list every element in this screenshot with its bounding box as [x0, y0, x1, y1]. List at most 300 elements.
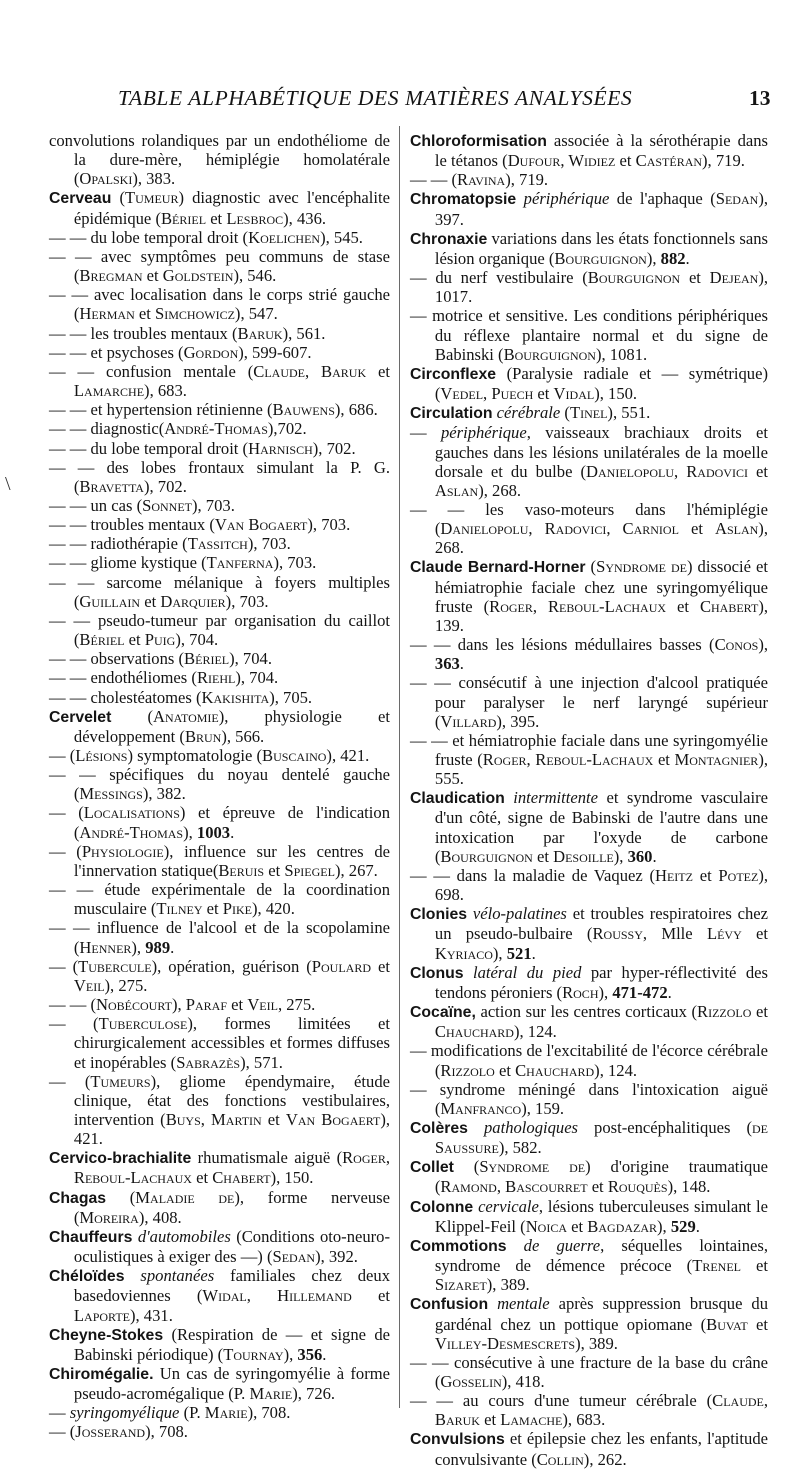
entry-text: (Conditions oto-neuro-oculistiques à exiger des —) (	[73, 1226, 391, 1267]
entry-text: ), 566.	[221, 726, 265, 746]
entry-text: ), 383.	[132, 169, 176, 189]
index-entry	[410, 1236, 768, 1294]
author-name: Chauchard	[515, 1060, 595, 1080]
author-name: Harnisch	[248, 438, 313, 458]
entry-text: ), 599-607.	[238, 342, 312, 362]
entry-headword: Cervelet	[49, 708, 112, 726]
author-name: Messings	[79, 784, 143, 804]
entry-text: , 275.	[277, 995, 316, 1015]
author-name: Localisations	[83, 803, 180, 823]
index-entry	[49, 573, 390, 611]
entry-text: et	[666, 596, 700, 616]
entry-text: ), 683.	[562, 1410, 606, 1430]
entry-qualifier: mentale	[497, 1294, 550, 1314]
author-name: Sonnet	[142, 495, 192, 515]
author-name: P. Marie	[233, 1384, 293, 1404]
index-entry	[49, 1403, 390, 1422]
index-entry	[410, 904, 768, 962]
entry-text: ),	[613, 846, 628, 866]
entry-text: .	[652, 846, 657, 866]
author-name: Bériel	[160, 208, 207, 228]
author-name: Claude, Baruk	[434, 1391, 768, 1430]
index-entry	[410, 963, 768, 1002]
author-name: Aslan	[434, 480, 479, 500]
entry-text: et	[140, 591, 161, 611]
index-entry	[49, 1188, 390, 1227]
entry-text: (	[560, 403, 570, 423]
entry-text: — — dans les lésions médullaires basses (	[410, 635, 715, 655]
entry-text: ),	[171, 995, 186, 1015]
author-name: Gordon	[183, 342, 239, 362]
author-name: Bagdazar	[587, 1216, 658, 1236]
entry-text: ), 683.	[144, 381, 187, 401]
entry-text: ), 704.	[175, 630, 219, 650]
entry-headword: Circonflexe	[410, 365, 497, 383]
entry-headword: Cocaïne,	[410, 1004, 476, 1022]
entry-text: ) symptomatologie (	[127, 746, 263, 765]
author-name: Rouquès	[607, 1177, 668, 1197]
entry-text	[516, 189, 523, 208]
entry-text: — — du lobe temporal droit (	[49, 227, 249, 247]
index-entry	[410, 1391, 768, 1429]
entry-text: ), 397.	[434, 189, 768, 229]
entry-text: et	[227, 995, 248, 1015]
author-name: Moreira	[79, 1207, 139, 1227]
entry-text: ), 547.	[234, 304, 278, 324]
entry-text: ),	[646, 248, 661, 268]
author-name: Gosselin	[440, 1372, 502, 1391]
author-name: Bériel	[184, 649, 230, 669]
index-entry	[49, 688, 390, 707]
author-name: Trenel	[692, 1256, 741, 1276]
author-name: Josserand	[75, 1422, 146, 1442]
author-name: Bourguignon	[503, 344, 596, 364]
index-entry	[410, 1353, 768, 1391]
entry-text: et	[747, 461, 768, 481]
entry-text: — — étude expérimentale de la coordination musculaire (	[49, 880, 390, 919]
entry-headword: Clonies	[410, 906, 468, 924]
index-entry	[49, 1422, 390, 1441]
index-entry	[49, 247, 390, 285]
entry-text: et	[740, 1256, 768, 1276]
index-entry	[410, 635, 768, 673]
author-name: Ravina	[457, 170, 506, 190]
index-entry	[49, 458, 390, 496]
index-entry	[49, 1325, 390, 1364]
entry-headword: Collet	[410, 1159, 454, 1177]
index-entry	[49, 515, 390, 534]
entry-text: .	[531, 943, 536, 963]
author-name: Noica	[525, 1216, 568, 1236]
index-entry	[410, 189, 768, 228]
entry-text: — — au cours d'une tumeur cérébrale (	[410, 1391, 713, 1411]
author-name: Ramond, Bascourret	[440, 1177, 588, 1197]
entry-text: ), 703.	[191, 495, 235, 515]
entry-text: , vaisseaux brachiaux droits et gauches dans les lésions unilatérales de la moelle dorsale et du bulbe (	[434, 423, 768, 481]
index-entry	[49, 553, 390, 572]
author-name: Lamache	[500, 1410, 563, 1430]
entry-text: associée à la sérothérapie dans le tétanos (	[434, 131, 768, 171]
entry-qualifier: pathologiques	[483, 1117, 579, 1137]
index-entry	[49, 880, 390, 918]
author-name: Poulard	[311, 956, 372, 976]
index-entry	[410, 423, 768, 500]
entry-text: ), forme nerveuse (	[73, 1187, 390, 1227]
main-page-reference: 360	[627, 846, 653, 866]
author-name: Roger, Reboul-Lachaux	[482, 750, 654, 769]
left-column	[49, 131, 390, 1442]
entry-text: et épilepsie chez les enfants, l'aptitude convulsivante (	[434, 1429, 768, 1469]
author-name: Buscaino	[262, 746, 327, 765]
entry-text: ),702.	[267, 419, 307, 439]
right-column	[410, 131, 768, 1469]
entry-text: (Respiration de — et signe de Babinski périodique) (	[73, 1324, 390, 1364]
author-name: Potez	[718, 865, 759, 885]
entry-text: — — cholestéatomes (	[49, 687, 202, 707]
entry-text: ),	[283, 1344, 298, 1364]
index-entry	[49, 362, 390, 400]
entry-text: Un cas de syringomyélie à forme pseudo-acromégalique (	[73, 1364, 390, 1404]
entry-text: — — consécutive à une fracture de la base du crâne (	[410, 1352, 768, 1391]
entry-text: ), 1081.	[595, 344, 648, 364]
index-entry	[49, 400, 390, 419]
entry-text: ), 395.	[496, 711, 540, 731]
entry-text: de l'aphaque (	[609, 189, 716, 209]
entry-text: — — et hémiatrophie faciale dans une syringomyélie fruste (	[410, 730, 768, 769]
entry-text: et	[678, 519, 715, 539]
index-entry	[49, 765, 390, 803]
entry-text: et	[191, 1168, 213, 1188]
main-page-reference: 471-472	[612, 982, 668, 1002]
entry-text: et	[134, 304, 156, 324]
entry-text: ), 551.	[607, 403, 651, 423]
entry-headword: Circulation	[410, 405, 493, 423]
entry-text: et	[206, 208, 227, 228]
main-page-reference: 882	[660, 248, 686, 268]
entry-text: ), 139.	[434, 596, 768, 635]
entry-text: ), 148.	[667, 1177, 711, 1197]
entry-text: — — avec symptômes peu communs de stase (	[49, 246, 390, 286]
entry-qualifier: intermittente	[513, 788, 599, 808]
entry-text: (	[111, 706, 153, 726]
entry-qualifier: périphérique	[440, 423, 527, 443]
entry-qualifier: d'automobiles	[137, 1226, 231, 1246]
author-name: Paraf	[185, 995, 228, 1015]
author-name: Lésions	[75, 746, 128, 765]
entry-text: ), 703.	[307, 515, 351, 535]
index-entry	[49, 324, 390, 343]
entry-qualifier: de guerre	[523, 1235, 601, 1255]
index-entry	[410, 1429, 768, 1468]
author-name: Tuberculose	[98, 1014, 188, 1034]
entry-headword: Cheyne-Stokes	[49, 1326, 164, 1344]
entry-text: et	[615, 151, 636, 171]
entry-text: — du nerf vestibulaire (	[410, 268, 588, 288]
index-entry	[410, 1118, 768, 1157]
entry-text: — — avec localisation dans le corps strié gauche (	[49, 285, 390, 324]
author-name: Widal, Hillemand	[202, 1286, 352, 1306]
index-entry	[410, 364, 768, 403]
index-entry	[49, 746, 390, 765]
author-name: Syndrome de	[596, 557, 687, 577]
index-entry	[49, 918, 390, 956]
author-name: Chauchard	[434, 1022, 514, 1042]
author-name: Roch	[562, 982, 599, 1002]
author-name: André-Thomas	[79, 822, 184, 842]
index-entry	[49, 496, 390, 515]
author-name: Goldstein	[162, 266, 234, 286]
entry-text: — — un cas (	[49, 495, 143, 515]
author-name: Tinel	[569, 403, 608, 423]
entry-text: — (	[49, 956, 79, 976]
entry-text: — — et hypertension rétinienne (	[49, 400, 273, 420]
entry-text: rhumatismale aiguë (	[191, 1148, 343, 1168]
entry-text: ),	[758, 635, 768, 655]
index-entry	[410, 306, 768, 363]
entry-text: et	[371, 956, 390, 976]
author-name: Van Bogaert	[285, 1109, 381, 1129]
author-name: Bauwens	[272, 400, 335, 420]
author-name: Roger, Reboul-Lachaux	[489, 596, 667, 616]
author-name: Aslan	[714, 519, 759, 539]
entry-text: — — gliome kystique (	[49, 553, 207, 573]
author-name: Roussy	[592, 924, 643, 944]
author-name: de Saussure	[434, 1117, 768, 1158]
entry-text: — (	[49, 1014, 99, 1034]
author-name: Nobécourt	[96, 995, 172, 1015]
entry-text: ),	[131, 937, 146, 957]
entry-text: — — influence de l'alcool et de la scopolamine (	[49, 918, 390, 957]
entry-text: et	[202, 899, 223, 919]
entry-headword: Claudication	[410, 790, 505, 808]
author-name: Bériel	[79, 630, 125, 650]
index-entry	[410, 268, 768, 306]
entry-text: — — diagnostic(	[49, 419, 165, 439]
author-name: Syndrome de	[479, 1157, 586, 1177]
author-name: Conos	[714, 635, 759, 655]
entry-text: ), 392.	[315, 1247, 358, 1267]
author-name: Vidal	[553, 384, 595, 404]
entry-text: ) d'origine traumatique (	[434, 1157, 768, 1197]
page-number: 13	[749, 86, 771, 110]
author-name: Maladie de	[135, 1187, 235, 1207]
entry-text: — — dans la maladie de Vaquez (	[410, 865, 655, 885]
author-name: Dufour, Widiez	[507, 151, 616, 171]
index-entry	[49, 439, 390, 458]
author-name: Danielopolu, Radovici, Carniol	[440, 519, 679, 539]
entry-headword: Cerveau	[49, 190, 112, 208]
author-name: Anatomie	[152, 706, 219, 726]
index-entry	[49, 707, 390, 746]
entry-text: ), 124.	[513, 1022, 557, 1042]
entry-text: et	[142, 266, 163, 286]
entry-text: .	[230, 822, 235, 842]
author-name: Veil	[247, 995, 278, 1015]
entry-text: ), 704.	[229, 649, 272, 669]
author-name: Buys, Martin	[165, 1109, 262, 1129]
index-entry	[410, 1294, 768, 1352]
index-entry	[410, 229, 768, 268]
index-entry	[410, 731, 768, 788]
entry-text: .	[667, 982, 672, 1002]
entry-text: et	[741, 924, 768, 944]
entry-text: , séquelles lointaines, syndrome de démence précoce (	[434, 1235, 768, 1276]
entry-text: — motrice et sensitive. Les conditions périphériques du réflexe plantaire normal et du signe de Babinski (	[410, 306, 768, 364]
author-name: Lévy	[706, 924, 742, 944]
author-name: Puig	[144, 630, 176, 650]
author-name: Opalski	[79, 169, 133, 189]
entry-headword: Chagas	[49, 1189, 107, 1207]
author-name: Tassitch	[187, 534, 248, 554]
author-name: Henner	[79, 937, 132, 957]
author-name: Desoille	[553, 846, 614, 866]
author-name: Spiegel	[284, 860, 335, 880]
entry-text: (	[585, 557, 597, 577]
entry-text: et	[692, 865, 719, 885]
entry-text: — — spécifiques du noyau dentelé gauche (	[49, 765, 390, 804]
index-entry	[49, 1014, 390, 1071]
entry-text: et	[264, 860, 285, 880]
entry-text: ), 436.	[283, 208, 327, 228]
entry-text: — syndrome méningé dans l'intoxication aiguë (	[410, 1079, 768, 1118]
entry-text: ), 555.	[434, 750, 768, 789]
author-name: Herman	[79, 304, 135, 324]
author-name: Sedan	[272, 1247, 316, 1267]
entry-text: ), 719.	[702, 151, 745, 171]
margin-mark: \	[5, 473, 11, 495]
author-name: Riehl	[196, 668, 236, 688]
entry-text	[507, 1236, 524, 1255]
index-entry	[410, 1080, 768, 1118]
entry-headword: Claude Bernard-Horner	[410, 559, 586, 577]
entry-text: — — du lobe temporal droit (	[49, 438, 249, 458]
author-name: Castéran	[635, 151, 703, 171]
index-entry	[49, 228, 390, 247]
index-entry	[410, 1157, 768, 1196]
main-page-reference: 356	[297, 1344, 323, 1364]
entry-text: et	[351, 1286, 390, 1306]
entry-text: ), influence sur les centres de l'innervation statique(	[73, 841, 390, 880]
entry-text: et	[479, 1410, 501, 1430]
author-name: André-Thomas	[164, 419, 268, 439]
author-name: Sedan	[715, 189, 759, 209]
entry-text: et	[680, 268, 710, 288]
author-name: Rizzolo	[697, 1002, 752, 1022]
entry-headword: Confusion	[410, 1296, 489, 1314]
entry-text: variations dans les états fonctionnels sans lésion organique (	[434, 228, 768, 268]
author-name: Baruk	[237, 323, 283, 343]
index-entry	[49, 611, 390, 649]
entry-text: et troubles respiratoires chez un pseudo-bulbaire (	[434, 904, 769, 944]
index-entry	[410, 1197, 768, 1236]
entry-text: ),	[657, 1216, 671, 1236]
author-name: Villard	[440, 711, 497, 731]
index-entry	[410, 131, 768, 170]
entry-text: ), opération, guérison (	[151, 956, 312, 976]
author-name: Van Bogaert	[214, 515, 308, 535]
entry-text: — (	[49, 1071, 91, 1091]
entry-text: ), 124.	[594, 1060, 638, 1080]
entry-text: ), 705.	[269, 687, 313, 707]
entry-text: et	[366, 361, 390, 381]
entry-text: (	[106, 1187, 136, 1207]
main-page-reference: 1003	[196, 822, 231, 842]
author-name: Manfranco	[440, 1098, 522, 1118]
author-name: Bourguignon	[587, 268, 681, 288]
entry-text: ),	[183, 822, 197, 842]
index-entry	[49, 1148, 390, 1187]
index-entry	[49, 1072, 390, 1149]
entry-text: ), 546.	[233, 266, 277, 286]
entry-text: ), 726.	[292, 1384, 336, 1404]
entry-text: et	[261, 1109, 286, 1129]
index-entry	[49, 343, 390, 362]
running-title: TABLE ALPHABÉTIQUE DES MATIÈRES ANALYSÉES	[118, 86, 633, 110]
page-header	[0, 86, 800, 116]
author-name: Simchowicz	[155, 304, 235, 324]
index-entry	[410, 1041, 768, 1079]
author-name: Buvat	[706, 1314, 748, 1334]
entry-text: — — pseudo-tumeur par organisation du caillot (	[49, 610, 390, 650]
entry-text	[488, 1294, 497, 1313]
author-name: Laporte	[73, 1305, 130, 1325]
author-name: Bourguignon	[554, 248, 647, 268]
index-entry	[49, 842, 390, 880]
author-name: Sizaret	[434, 1275, 487, 1295]
main-page-reference: 363	[434, 654, 460, 674]
entry-text: ), 545.	[320, 227, 363, 247]
entry-text: ), 420.	[252, 899, 295, 919]
index-entry	[49, 1364, 390, 1403]
entry-text: et	[751, 1002, 768, 1022]
author-name: Pike	[222, 899, 253, 919]
author-name: Tumeur	[124, 188, 179, 208]
entry-text: ) diagnostic avec l'encéphalite épidémique (	[73, 188, 390, 228]
entry-headword: Clonus	[410, 964, 464, 982]
entry-text: ), 150.	[594, 384, 638, 404]
entry-text: (	[453, 1157, 480, 1177]
entry-text: —	[410, 423, 441, 443]
author-name: Dejean	[709, 268, 759, 288]
entry-text: ), 702.	[312, 438, 356, 458]
index-entry	[410, 500, 768, 557]
index-entry	[49, 188, 390, 227]
entry-text: et	[587, 1177, 608, 1197]
entry-text: ), 704.	[235, 668, 279, 688]
index-entry	[49, 419, 390, 438]
column-divider	[399, 126, 400, 1408]
author-name: Beruis	[218, 860, 265, 880]
entry-text: convolutions rolandiques par un endothéliome de la dure-mère, hémiplégie homolatérale (	[49, 131, 390, 189]
entry-text: — — sarcome mélanique à foyers multiples (	[49, 572, 390, 611]
author-name: Sabrazès	[176, 1052, 241, 1072]
index-entry	[49, 1227, 390, 1266]
entry-text: — — des lobes frontaux simulant la P. G. (	[49, 457, 390, 496]
entry-qualifier: périphérique	[523, 189, 610, 209]
entry-qualifier: spontanées	[140, 1266, 215, 1286]
entry-text: ) dissocié et hémiatrophie faciale chez une syringomyélique fruste (	[434, 557, 768, 616]
entry-text: ), gliome épendymaire, étude clinique, état des fonctions vestibulaires, intervention (	[73, 1071, 390, 1129]
author-name: Physiologie	[81, 841, 164, 861]
author-name: Chabert	[212, 1168, 271, 1188]
author-name: Tilney	[156, 899, 203, 919]
entry-text: ), 408.	[138, 1207, 182, 1227]
entry-text: , lésions tuberculeuses simulant le Klippel-Feil (	[434, 1196, 769, 1236]
author-name: Vedel, Puech	[440, 384, 534, 404]
entry-text: (	[179, 1403, 190, 1423]
entry-text: ), 421.	[73, 1109, 390, 1149]
entry-text: — — consécutif à une injection d'alcool pratiquée pour paralyser le nerf laryngé supérieur (	[410, 673, 768, 731]
